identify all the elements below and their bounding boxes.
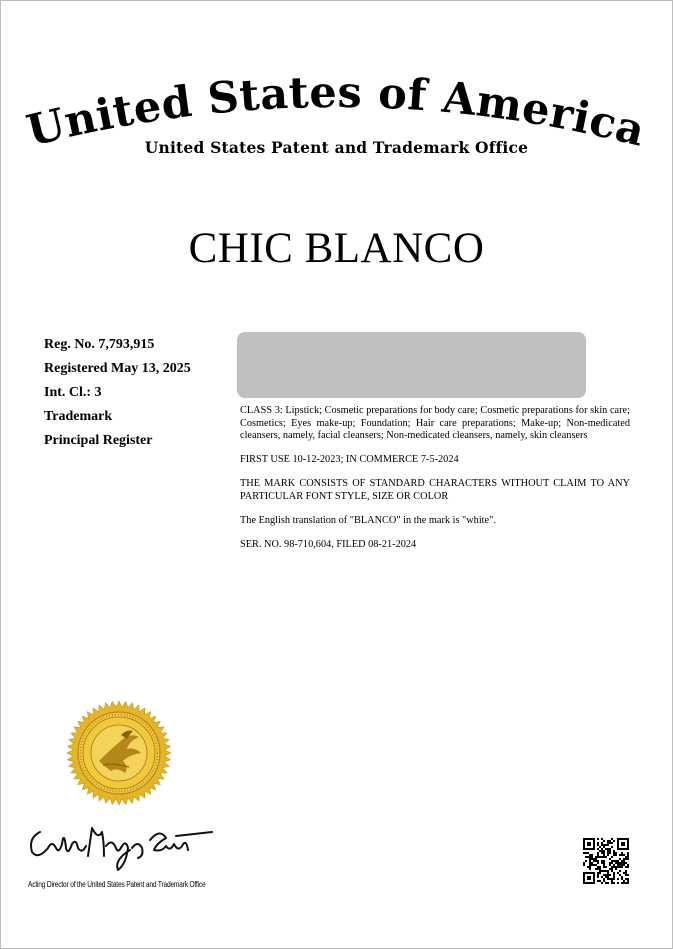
first-use: FIRST USE 10-12-2023; IN COMMERCE 7-5-2024 [240,454,459,465]
office-subtitle: United States Patent and Trademark Office [144,138,529,157]
trademark-text: CHIC BLANCO [188,225,485,272]
goods-services-details [240,405,630,563]
reg-number: Reg. No. 7,793,915 [44,337,155,352]
redacted-owner-block [237,332,586,398]
translation-statement: The English translation of "BLANCO" in the mark is "white". [240,514,496,526]
international-class: Int. Cl.: 3 [44,385,102,400]
register-type: Principal Register [44,433,153,448]
registered-date: Registered May 13, 2025 [44,361,191,376]
qr-code-icon [583,838,629,884]
mark-type: Trademark [44,409,113,424]
signature-caption: Acting Director of the United States Patent and Trademark Office [28,880,206,889]
registration-info [44,333,234,453]
uspto-seal-icon [66,700,172,806]
serial-number: SER. NO. 98-710,604, FILED 08-21-2024 [240,538,417,550]
header-title-arc [0,60,673,180]
class-description: CLASS 3: Lipstick; Cosmetic preparations for body care; Cosmetic preparations for skin care; Cosmetics; Eyes make-up; Foundation; Hair care preparations; Make-up; Non-medicated cleansers, namely, facial cleansers; Non-medicated cleansers, namely, skin cleansers [240,405,630,441]
mark-description: THE MARK CONSISTS OF STANDARD CHARACTERS WITHOUT CLAIM TO ANY PARTICULAR FONT STYLE, SIZE OR COLOR [240,478,630,502]
director-signature [26,818,216,874]
header-title: United States of America [22,67,651,157]
